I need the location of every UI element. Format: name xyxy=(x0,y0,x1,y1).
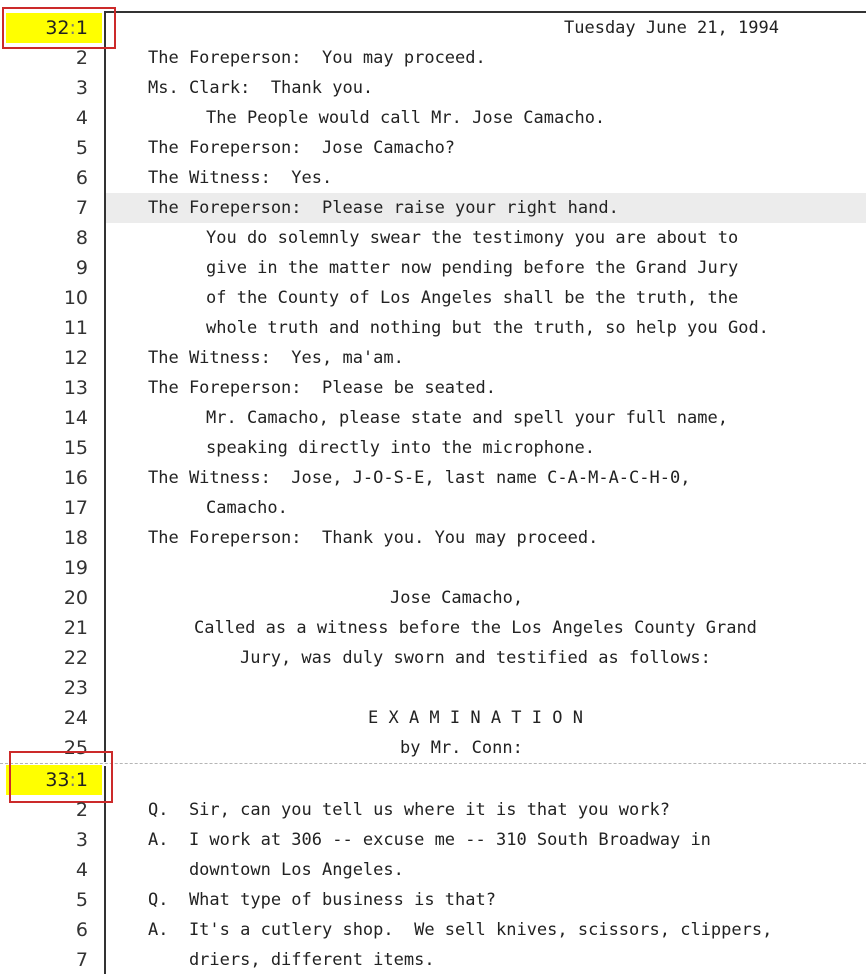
line-number: 9 xyxy=(75,257,88,279)
transcript-line-text: The Foreperson: You may proceed. xyxy=(148,48,486,68)
line-number: 21 xyxy=(63,617,88,639)
transcript-line-text: Called as a witness before the Los Angeles County Grand xyxy=(194,618,757,638)
transcript-line-text: The Witness: Jose, J-O-S-E, last name C-A-M-A-C-H-0, xyxy=(148,468,691,488)
line-number: 20 xyxy=(63,587,88,609)
line-number: 18 xyxy=(63,527,88,549)
transcript-line-text: Jose Camacho, xyxy=(390,588,524,608)
transcript-line-text: Ms. Clark: Thank you. xyxy=(148,78,374,98)
line-number: 7 xyxy=(75,197,88,219)
transcript-line-text: speaking directly into the microphone. xyxy=(206,438,595,458)
line-number: 2 xyxy=(75,799,88,821)
page-separator: : xyxy=(69,17,76,39)
line-number: 15 xyxy=(63,437,88,459)
line-number: 12 xyxy=(63,347,88,369)
line-number: 5 xyxy=(75,137,88,159)
transcript-line-text: You do solemnly swear the testimony you are about to xyxy=(206,228,739,248)
line-number: 6 xyxy=(75,167,88,189)
transcript-line-text: Tuesday June 21, 1994 xyxy=(564,18,779,38)
line-number: 8 xyxy=(75,227,88,249)
transcript-line-text: by Mr. Conn: xyxy=(400,738,523,758)
line-number: 16 xyxy=(63,467,88,489)
line-number: 4 xyxy=(75,859,88,881)
transcript-line-text: downtown Los Angeles. xyxy=(148,860,404,880)
line-number: 11 xyxy=(63,317,88,339)
transcript-line-text: whole truth and nothing but the truth, so help you God. xyxy=(206,318,769,338)
transcript-line-text: Q. What type of business is that? xyxy=(148,890,496,910)
first-line-number: 1 xyxy=(75,17,88,39)
line-number: 2 xyxy=(75,47,88,69)
transcript-line-text: give in the matter now pending before the Grand Jury xyxy=(206,258,739,278)
transcript-line-text: Jury, was duly sworn and testified as follows: xyxy=(240,648,711,668)
line-number: 24 xyxy=(63,707,88,729)
line-number: 25 xyxy=(63,737,88,759)
line-number: 13 xyxy=(63,377,88,399)
transcript-line-text: The People would call Mr. Jose Camacho. xyxy=(206,108,606,128)
transcript-line-text: driers, different items. xyxy=(148,950,435,970)
transcript-line-text: The Foreperson: Jose Camacho? xyxy=(148,138,456,158)
transcript-line-text: The Foreperson: Please raise your right hand. xyxy=(148,198,619,218)
transcript-line-text: A. I work at 306 -- excuse me -- 310 South Broadway in xyxy=(148,830,711,850)
page-number: 33 xyxy=(45,769,70,791)
line-number: 3 xyxy=(75,77,88,99)
line-number: 14 xyxy=(63,407,88,429)
transcript-line-text: The Witness: Yes, ma'am. xyxy=(148,348,404,368)
transcript-line-text: A. It's a cutlery shop. We sell knives, scissors, clippers, xyxy=(148,920,773,940)
transcript-line-text: Q. Sir, can you tell us where it is that you work? xyxy=(148,800,670,820)
transcript-line-text: Mr. Camacho, please state and spell your full name, xyxy=(206,408,728,428)
line-number: 10 xyxy=(63,287,88,309)
line-number: 5 xyxy=(75,889,88,911)
transcript-line-text: Camacho. xyxy=(206,498,288,518)
margin-rule-page-32 xyxy=(104,11,106,762)
first-line-number: 1 xyxy=(75,769,88,791)
page-separator: : xyxy=(69,769,76,791)
page-number: 32 xyxy=(45,17,70,39)
transcript-line-text: E X A M I N A T I O N xyxy=(368,708,583,728)
line-number: 7 xyxy=(75,949,88,971)
transcript-line-text: of the County of Los Angeles shall be the truth, the xyxy=(206,288,739,308)
line-number: 4 xyxy=(75,107,88,129)
line-number: 3 xyxy=(75,829,88,851)
line-number: 17 xyxy=(63,497,88,519)
transcript-line-text: The Foreperson: Thank you. You may proceed. xyxy=(148,528,599,548)
line-number: 22 xyxy=(63,647,88,669)
line-number: 6 xyxy=(75,919,88,941)
line-number: 23 xyxy=(63,677,88,699)
transcript-line-text: The Foreperson: Please be seated. xyxy=(148,378,496,398)
page-break-separator xyxy=(0,763,866,764)
line-number: 19 xyxy=(63,557,88,579)
transcript-line-text: The Witness: Yes. xyxy=(148,168,333,188)
